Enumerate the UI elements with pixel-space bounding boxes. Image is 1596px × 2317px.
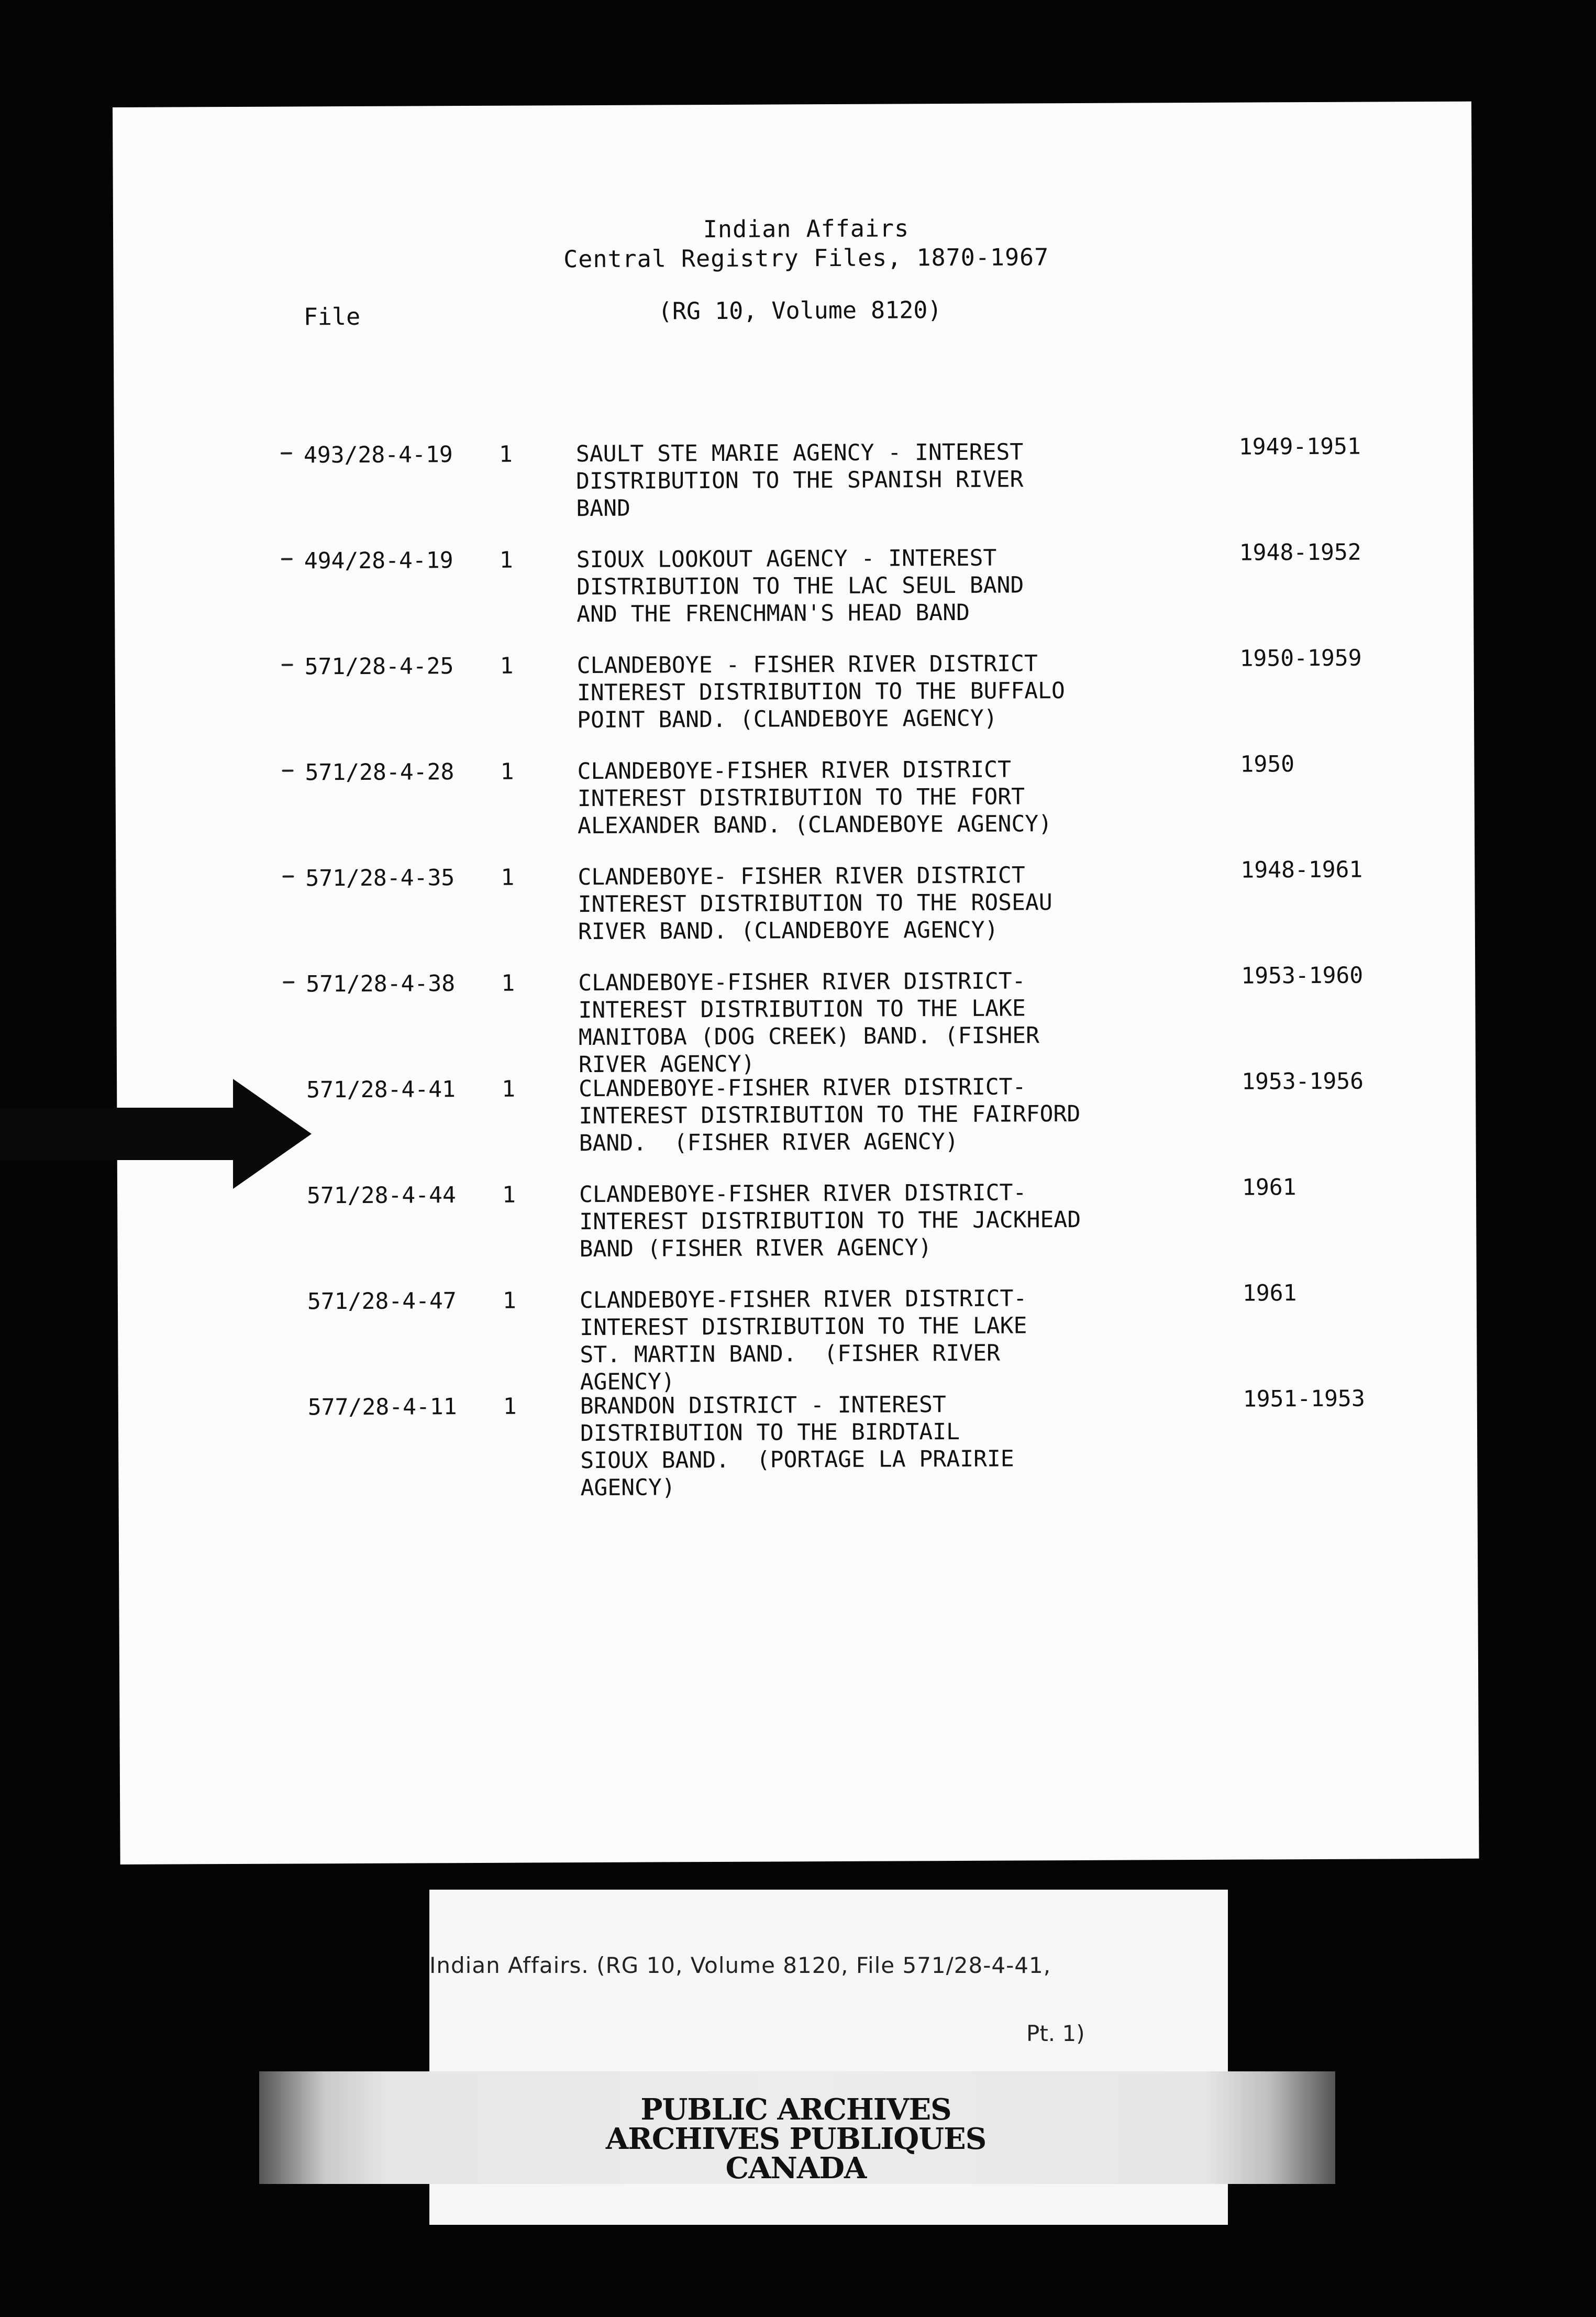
- description-line: INTEREST DISTRIBUTION TO THE FAIRFORD: [579, 1100, 1081, 1130]
- part-number: 1: [502, 1182, 516, 1208]
- check-mark: [282, 876, 294, 878]
- file-entry: [115, 645, 1475, 760]
- title-line-1: Indian Affairs: [703, 214, 910, 244]
- file-entry: [116, 962, 1476, 1078]
- part-number: 1: [498, 441, 513, 468]
- description-line: BRANDON DISTRICT - INTEREST: [580, 1392, 946, 1420]
- file-number: 493/28-4-19: [303, 442, 453, 469]
- file-entry: [115, 539, 1474, 654]
- file-description: [577, 544, 1205, 628]
- file-number: 571/28-4-28: [305, 759, 455, 786]
- description-line: INTEREST DISTRIBUTION TO THE FORT: [577, 784, 1025, 812]
- stamp-line-3: CANADA: [725, 2151, 867, 2186]
- file-dates: 1950-1959: [1239, 645, 1362, 672]
- file-entry: [118, 1280, 1477, 1396]
- file-number: 571/28-4-25: [304, 653, 454, 680]
- file-description: [580, 1390, 1209, 1502]
- title-line-2: Central Registry Files, 1870-1967: [563, 243, 1049, 273]
- description-line: AND THE FRENCHMAN'S HEAD BAND: [577, 599, 970, 628]
- description-line: CLANDEBOYE- FISHER RIVER DISTRICT: [578, 862, 1025, 891]
- description-line: BAND: [576, 495, 631, 522]
- description-line: POINT BAND. (CLANDEBOYE AGENCY): [577, 705, 997, 734]
- file-entry: [114, 433, 1473, 548]
- document-page: [113, 102, 1479, 1864]
- file-dates: 1961: [1242, 1280, 1297, 1307]
- file-dates: 1948-1961: [1240, 856, 1363, 884]
- document-title: [127, 212, 1486, 276]
- check-mark: [281, 453, 292, 455]
- file-number: 571/28-4-41: [306, 1076, 456, 1104]
- file-dates: 1953-1960: [1241, 962, 1364, 989]
- description-line: INTEREST DISTRIBUTION TO THE ROSEAU: [578, 889, 1052, 918]
- file-list: [114, 433, 1478, 1502]
- file-entry: [117, 1174, 1477, 1289]
- check-mark: [281, 558, 293, 560]
- handwritten-reference: Indian Affairs. (RG 10, Volume 8120, File 571/28-4-41,: [429, 1952, 1051, 1978]
- file-description: [576, 438, 1205, 522]
- file-description: [579, 1073, 1207, 1157]
- pointer-arrow-icon: [0, 1079, 314, 1189]
- file-description: [578, 861, 1206, 945]
- check-mark: [283, 981, 294, 984]
- description-line: INTEREST DISTRIBUTION TO THE JACKHEAD: [579, 1206, 1081, 1235]
- part-number: 1: [501, 970, 515, 997]
- file-description: [578, 967, 1207, 1078]
- file-dates: 1949-1951: [1238, 433, 1361, 460]
- description-line: CLANDEBOYE-FISHER RIVER DISTRICT: [577, 756, 1012, 785]
- part-number: 1: [502, 1076, 516, 1102]
- file-dates: 1961: [1242, 1174, 1296, 1201]
- description-line: BAND. (FISHER RIVER AGENCY): [579, 1128, 959, 1157]
- description-line: CLANDEBOYE - FISHER RIVER DISTRICT: [577, 650, 1038, 679]
- part-number: 1: [503, 1393, 517, 1420]
- description-line: CLANDEBOYE-FISHER RIVER DISTRICT-: [579, 1074, 1026, 1102]
- part-number: 1: [500, 758, 514, 785]
- description-line: ALEXANDER BAND. (CLANDEBOYE AGENCY): [577, 811, 1052, 840]
- description-line: RIVER BAND. (CLANDEBOYE AGENCY): [578, 917, 999, 945]
- file-number: 577/28-4-11: [307, 1394, 457, 1421]
- file-dates: 1951-1953: [1243, 1385, 1365, 1413]
- description-line: AGENCY): [580, 1474, 675, 1502]
- archive-stamp: [0, 2092, 1594, 2186]
- file-entry: [116, 856, 1475, 972]
- file-number: 571/28-4-47: [307, 1288, 457, 1315]
- file-description: [579, 1178, 1208, 1263]
- file-number: 494/28-4-19: [304, 547, 453, 575]
- file-entry: [118, 1385, 1478, 1502]
- description-line: INTEREST DISTRIBUTION TO THE BUFFALO: [577, 678, 1065, 707]
- description-line: CLANDEBOYE-FISHER RIVER DISTRICT-: [578, 968, 1026, 997]
- description-line: BAND (FISHER RIVER AGENCY): [579, 1234, 932, 1263]
- description-line: CLANDEBOYE-FISHER RIVER DISTRICT-: [579, 1285, 1027, 1314]
- file-column-label: File: [303, 302, 361, 331]
- description-line: SAULT STE MARIE AGENCY - INTEREST: [575, 439, 1024, 468]
- volume-reference: (RG 10, Volume 8120): [658, 296, 942, 325]
- file-number: 571/28-4-35: [305, 865, 455, 892]
- file-number: 571/28-4-38: [306, 970, 456, 998]
- description-line: RIVER AGENCY): [578, 1051, 755, 1078]
- file-entry-highlighted: [117, 1068, 1476, 1183]
- description-line: INTEREST DISTRIBUTION TO THE LAKE: [580, 1312, 1027, 1341]
- stamp-line-2: ARCHIVES PUBLIQUES: [605, 2122, 987, 2156]
- description-line: DISTRIBUTION TO THE LAC SEUL BAND: [576, 572, 1024, 601]
- file-dates: 1948-1952: [1239, 539, 1361, 566]
- description-line: AGENCY): [580, 1369, 675, 1396]
- handwritten-part: Pt. 1): [1026, 2021, 1085, 2046]
- file-entry: [115, 751, 1475, 866]
- description-line: MANITOBA (DOG CREEK) BAND. (FISHER: [578, 1022, 1040, 1051]
- check-mark: [282, 770, 294, 772]
- file-dates: 1953-1956: [1242, 1068, 1364, 1095]
- part-number: 1: [500, 653, 514, 679]
- part-number: 1: [502, 1287, 516, 1314]
- check-mark: [282, 664, 293, 666]
- description-line: INTEREST DISTRIBUTION TO THE LAKE: [578, 995, 1026, 1024]
- file-dates: 1950: [1240, 751, 1295, 778]
- description-line: SIOUX LOOKOUT AGENCY - INTEREST: [576, 545, 997, 573]
- description-line: SIOUX BAND. (PORTAGE LA PRAIRIE: [580, 1446, 1014, 1474]
- part-number: 1: [499, 547, 513, 573]
- description-line: DISTRIBUTION TO THE BIRDTAIL: [580, 1418, 960, 1447]
- file-number: 571/28-4-44: [306, 1182, 456, 1209]
- description-line: ST. MARTIN BAND. (FISHER RIVER: [580, 1340, 1001, 1369]
- file-description: [577, 755, 1206, 840]
- file-description: [580, 1284, 1209, 1396]
- description-line: DISTRIBUTION TO THE SPANISH RIVER: [576, 466, 1024, 495]
- part-number: 1: [501, 864, 515, 891]
- stamp-line-1: PUBLIC ARCHIVES: [640, 2092, 951, 2127]
- description-line: CLANDEBOYE-FISHER RIVER DISTRICT-: [579, 1179, 1027, 1208]
- file-description: [577, 649, 1206, 734]
